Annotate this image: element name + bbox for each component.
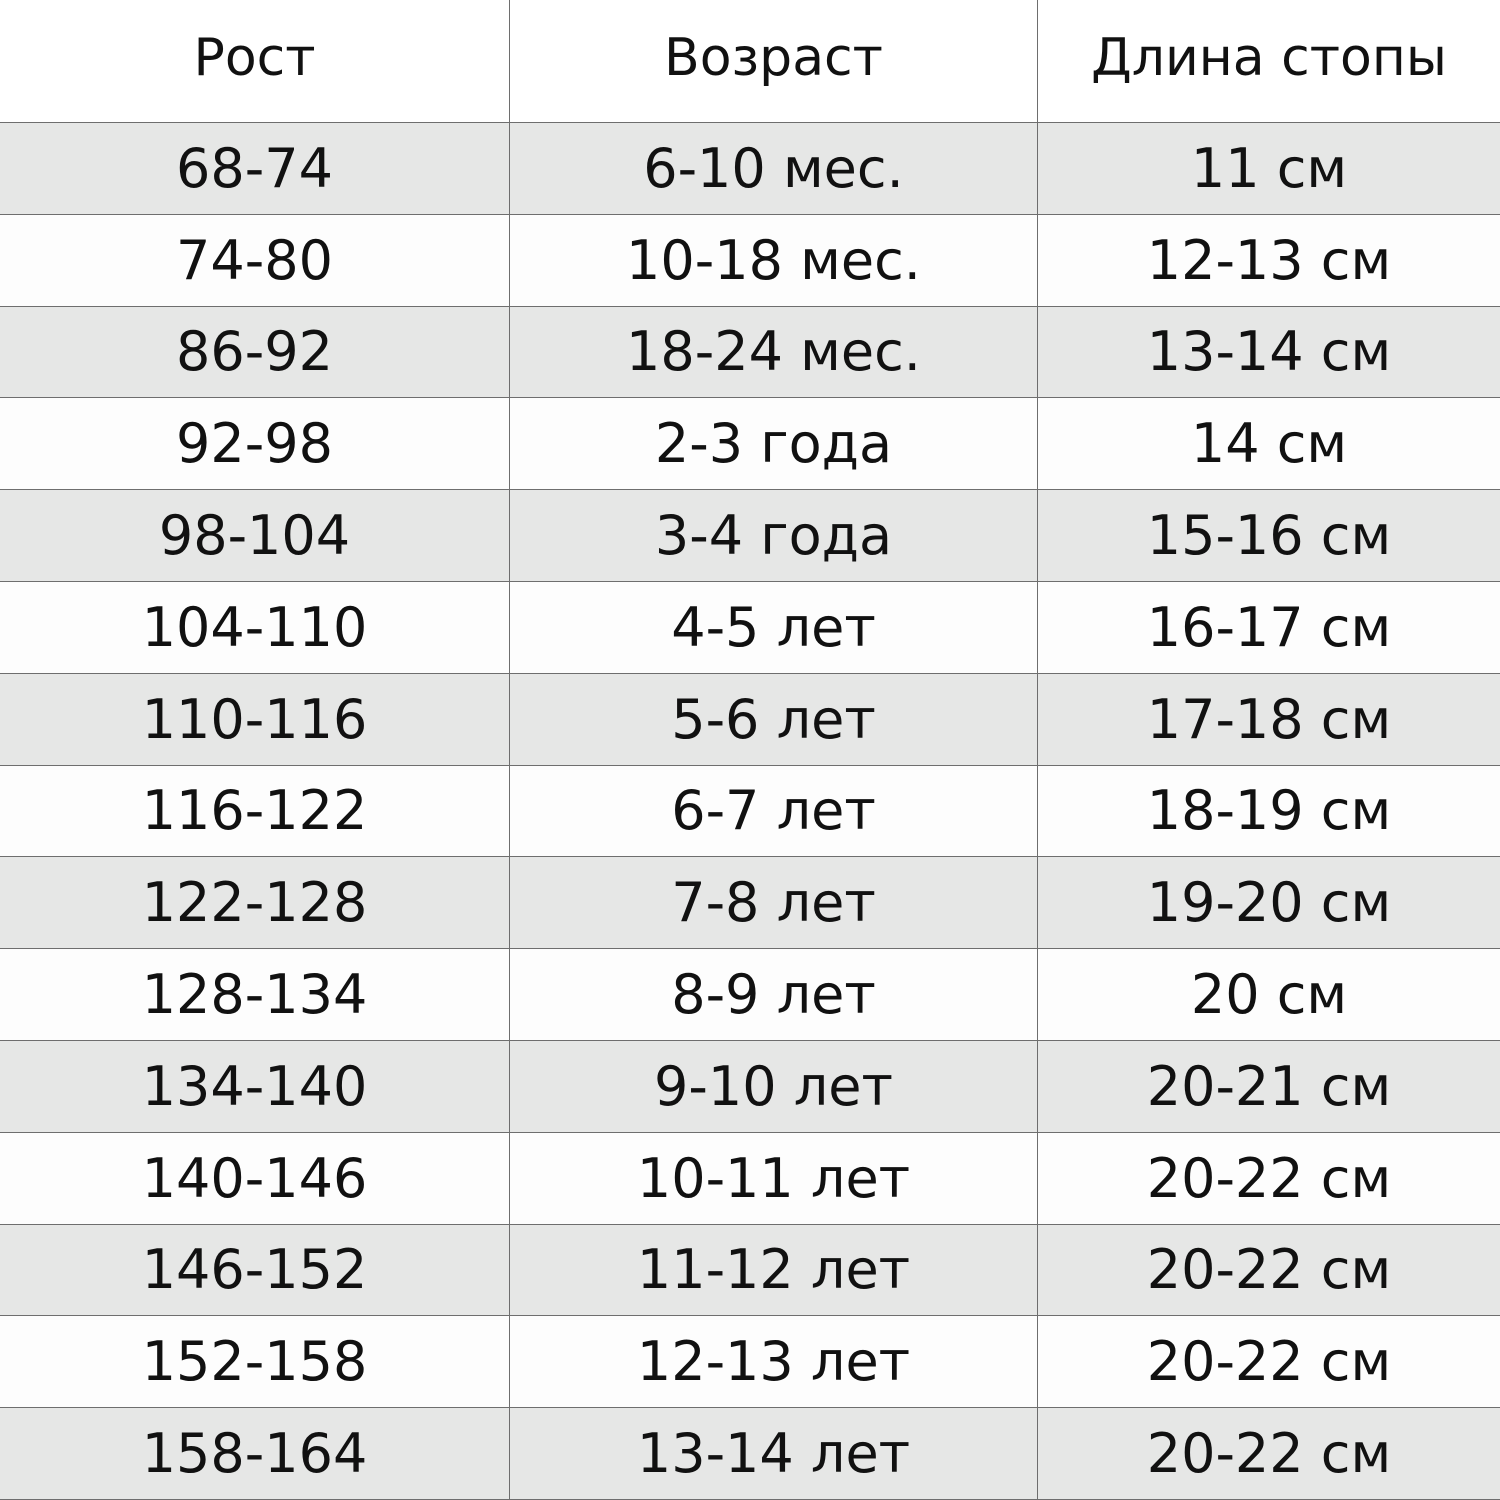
cell-age: 12-13 лет [510, 1316, 1038, 1408]
cell-foot-length: 20 см [1038, 949, 1500, 1041]
cell-height: 122-128 [0, 857, 510, 949]
cell-age: 5-6 лет [510, 674, 1038, 766]
cell-age: 4-5 лет [510, 582, 1038, 674]
cell-height: 74-80 [0, 215, 510, 307]
cell-age: 6-10 мес. [510, 123, 1038, 215]
cell-foot-length: 14 см [1038, 398, 1500, 490]
cell-height: 104-110 [0, 582, 510, 674]
cell-foot-length: 19-20 см [1038, 857, 1500, 949]
cell-foot-length: 11 см [1038, 123, 1500, 215]
cell-age: 10-11 лет [510, 1133, 1038, 1225]
cell-foot-length: 18-19 см [1038, 766, 1500, 858]
cell-age: 2-3 года [510, 398, 1038, 490]
cell-height: 98-104 [0, 490, 510, 582]
cell-height: 140-146 [0, 1133, 510, 1225]
cell-age: 9-10 лет [510, 1041, 1038, 1133]
cell-height: 92-98 [0, 398, 510, 490]
header-age: Возраст [510, 0, 1038, 123]
cell-foot-length: 16-17 см [1038, 582, 1500, 674]
cell-age: 3-4 года [510, 490, 1038, 582]
cell-age: 8-9 лет [510, 949, 1038, 1041]
cell-foot-length: 15-16 см [1038, 490, 1500, 582]
cell-height: 68-74 [0, 123, 510, 215]
cell-height: 146-152 [0, 1225, 510, 1317]
cell-age: 10-18 мес. [510, 215, 1038, 307]
cell-age: 6-7 лет [510, 766, 1038, 858]
cell-foot-length: 20-22 см [1038, 1316, 1500, 1408]
cell-foot-length: 20-22 см [1038, 1408, 1500, 1500]
cell-foot-length: 20-22 см [1038, 1133, 1500, 1225]
cell-foot-length: 13-14 см [1038, 307, 1500, 399]
cell-height: 134-140 [0, 1041, 510, 1133]
cell-height: 86-92 [0, 307, 510, 399]
cell-height: 110-116 [0, 674, 510, 766]
cell-foot-length: 20-22 см [1038, 1225, 1500, 1317]
header-foot-length: Длина стопы [1038, 0, 1500, 123]
cell-height: 158-164 [0, 1408, 510, 1500]
cell-age: 11-12 лет [510, 1225, 1038, 1317]
cell-height: 116-122 [0, 766, 510, 858]
cell-height: 152-158 [0, 1316, 510, 1408]
cell-foot-length: 12-13 см [1038, 215, 1500, 307]
cell-age: 18-24 мес. [510, 307, 1038, 399]
cell-age: 13-14 лет [510, 1408, 1038, 1500]
cell-height: 128-134 [0, 949, 510, 1041]
cell-age: 7-8 лет [510, 857, 1038, 949]
cell-foot-length: 20-21 см [1038, 1041, 1500, 1133]
cell-foot-length: 17-18 см [1038, 674, 1500, 766]
header-height: Рост [0, 0, 510, 123]
